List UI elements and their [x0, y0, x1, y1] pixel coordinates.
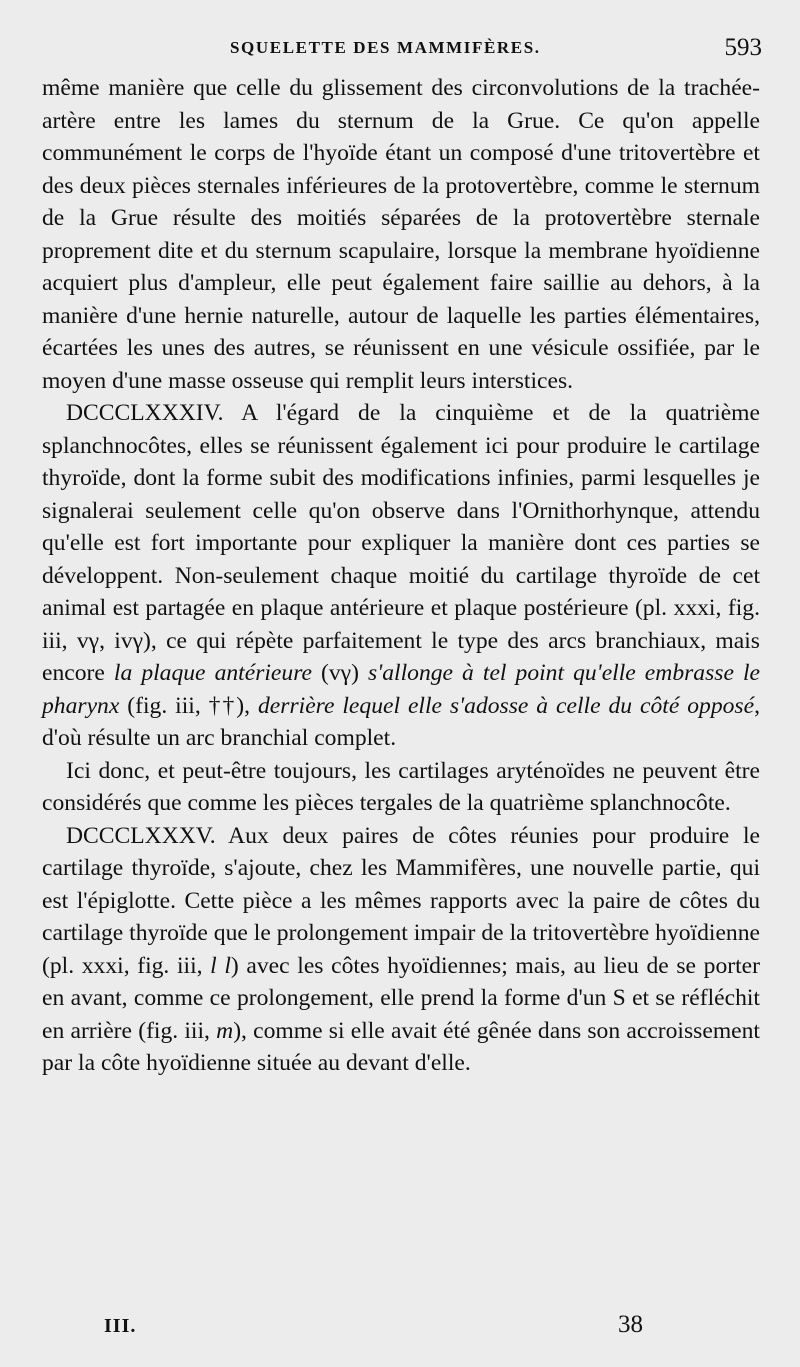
paragraph-4-italic-2: m: [216, 1017, 234, 1044]
paragraph-3-text: Ici donc, et peut-être toujours, les cartilages aryténoïdes ne peuvent être considérés que comme les pièces tergales de la quatrième splanchnocôte.: [42, 757, 760, 816]
paragraph-2-text-3: (fig. iii, ††),: [119, 692, 258, 719]
paragraph-1: [42, 72, 760, 397]
signature-number: 38: [618, 1311, 643, 1338]
running-title: SQUELETTE DES MAMMIFÈRES.: [230, 38, 541, 57]
body-text: [42, 72, 760, 1080]
paragraph-2-italic-1: la plaque antérieure: [113, 660, 312, 686]
paragraph-4-italic-1: l l: [210, 952, 231, 979]
paragraph-4-text-2: ) avec les côtes hyoïdiennes; mais, au lieu de se porter en avant, comme ce prolongement, elle prend la forme d'un S et se réfléchit en arrière (fig. iii,: [42, 952, 760, 1044]
paragraph-2-text-1: DCCCLXXXIV. A l'égard de la cinquième et de la quatrième splanchnocôtes, elles se réunissent également ici pour produire le cartilage thyroïde, dont la forme subit des modifications infinies, parmi lesquelles je signalerai seulement celle qu'on observe dans l'Ornithorhynque, attendu qu'elle est fort importante pour expliquer la manière dont ces parties se développent. Non-seulement chaque moitié du cartilage thyroïde de cet animal est partagée en plaque antérieure et plaque postérieure (pl. xxxi, fig. iii, vγ, ivγ), ce qui répète parfaitement le type des arcs branchiaux, mais encore: [42, 400, 760, 686]
paragraph-2-text-4: , d'où résulte un arc branchial complet.: [42, 692, 760, 751]
running-head: [0, 34, 800, 64]
paragraph-dccclxxxiv: [42, 397, 760, 755]
paragraph-2-text-2: (vγ): [311, 660, 369, 686]
paragraph-3: [42, 755, 760, 820]
paragraph-4-text-1: DCCCLXXXV. Aux deux paires de côtes réunies pour produire le cartilage thyroïde, s'ajoute, chez les Mammifères, une nouvelle partie, qui est l'épiglotte. Cette pièce a les mêmes rapports avec la paire de côtes du cartilage thyroïde que le prolongement impair de la tritovertèbre hyoïdienne (pl. xxxi, fig. iii,: [42, 822, 760, 979]
page-number: 593: [724, 34, 762, 61]
signature-mark: III.: [104, 1315, 137, 1337]
paragraph-4-text-3: ), comme si elle avait été gênée dans son accroissement par la côte hyoïdienne située au devant d'elle.: [42, 1017, 760, 1076]
paragraph-dccclxxxv: [42, 820, 760, 1080]
paragraph-2-italic-2: s'allonge à tel point qu'elle embrasse le pharynx: [42, 660, 760, 719]
paragraph-2-italic-3: derrière lequel elle s'adosse à celle du côté opposé: [258, 692, 755, 719]
paragraph-1-text: même manière que celle du glissement des circonvolutions de la trachée-artère entre les lames du sternum de la Grue. Ce qu'on appelle communément le corps de l'hyoïde étant un composé d'une tritovertèbre et des deux pièces sternales inférieures de la protovertèbre, comme le sternum de la Grue résulte des moitiés séparées de la protovertèbre sternale proprement dite et du sternum scapulaire, lorsque la membrane hyoïdienne acquiert plus d'ampleur, elle peut également faire saillie au dehors, à la manière d'une hernie naturelle, autour de laquelle les parties élémentaires, écartées les unes des autres, se réunissent en une vésicule ossifiée, par le moyen d'une masse osseuse qui remplit leurs interstices.: [42, 75, 760, 394]
page-footer: [0, 1311, 800, 1345]
